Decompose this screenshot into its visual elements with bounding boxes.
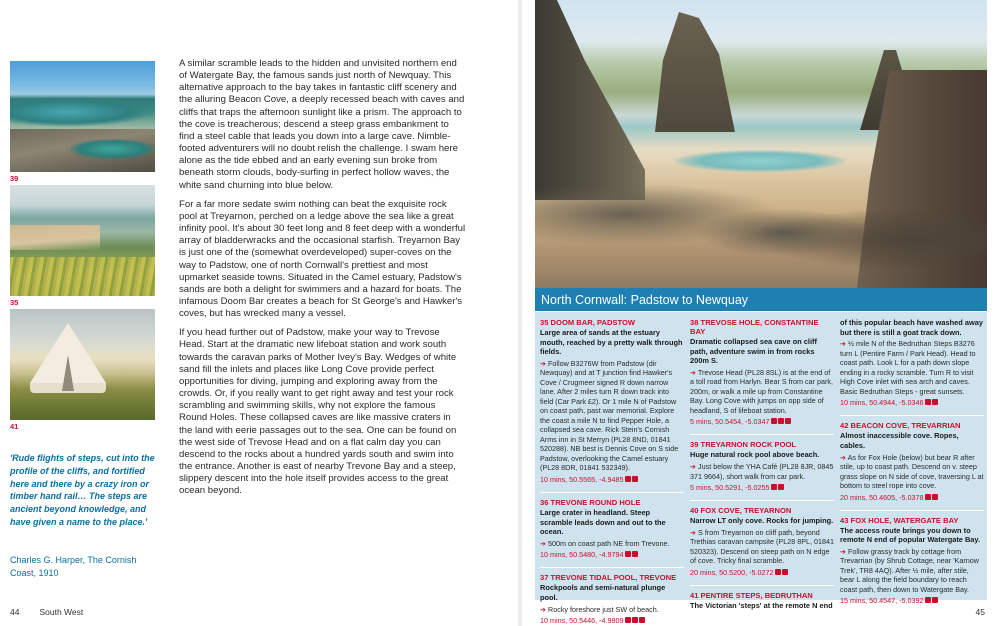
listing-summary: Huge natural rock pool above beach. (690, 450, 820, 460)
listing-heading: 40 FOX COVE, TREYARNON (690, 506, 792, 515)
listing-entry (540, 318, 684, 484)
listing-entry (540, 573, 684, 625)
photo-number: 41 (10, 422, 19, 431)
amenity-icon (632, 551, 638, 557)
arrow-icon: ➔ (690, 367, 698, 377)
listing-meta: 10 mins, 50.4944, -5.0346 (840, 398, 924, 408)
amenity-icon (932, 597, 938, 603)
listing-directions: S from Treyarnon on cliff path, beyond Trethias caravan campsite (PL28 8PL, 01841 520323). Descend on steep path on N edge of cove. Tricky final scramble. (690, 527, 834, 566)
listing-meta: 20 mins, 50.5200, -5.0272 (690, 567, 774, 577)
arrow-icon: ➔ (840, 452, 848, 462)
arrow-icon: ➔ (540, 604, 549, 614)
listing-entry (840, 516, 984, 606)
amenity-icon (778, 484, 784, 490)
listing-entry (690, 318, 834, 426)
listing-entry (840, 318, 984, 407)
listing-directions: Follow grassy track by cottage from Trevarrian (by Shrub Cottage, near 'Karnow Trek', TR8 4AQ). After ½ mile, after stile, bear L along the field boundary to reach coast path, then down to Watergate Bay. (840, 546, 979, 594)
listing-entry (540, 498, 684, 559)
amenity-icon (925, 597, 931, 603)
box-title: North Cornwall: Padstow to Newquay (535, 288, 987, 312)
listing-directions: Trevose Head (PL28 8SL) is at the end of a toll road from Harlyn. Bear S from car park, 200m, or walk a mile up from Constantine Bay. Long Cove with jumps on opp side of headland, S of lifeboat station. (690, 367, 833, 415)
listings-column (690, 318, 834, 618)
listing-directions: Just below the YHA Café (PL28 8JR, 0845 371 9664), short walk from car park. (690, 462, 834, 481)
listing-directions: Follow B3276W from Padstow (dir Newquay) and at T junction find Hawker's Cove / Crugmeer signed R down narrow lane. After 2 miles turn R down track into field (Car Park £2). Or 1 mile N of Padstow on coast path, past war memorial. Explore the coast a mile N to find Pepper Hole, a collapsed sea cave. Rick Stein's Cornish Arms inn in St Merryn (PL28 8ND, 01841 520288). NB best is Dennis Cove on S side Padstow, overlooking the Camel estuary (PL28 8DR, 01841 532349). (540, 358, 679, 473)
arrow-icon: ➔ (690, 462, 699, 471)
listing-meta: 5 mins, 50.5454, -5.0347 (690, 417, 770, 427)
amenity-icon (932, 494, 938, 500)
listing-summary: The Victorian 'steps' at the remote N end (690, 600, 833, 610)
listing-heading: 39 TREYARNON ROCK POOL (690, 440, 797, 450)
listing-meta: 5 mins, 50.5291, -5.0255 (690, 483, 770, 492)
amenity-icon (932, 399, 938, 405)
arrow-icon: ➔ (840, 546, 849, 556)
section-name: South West (39, 607, 84, 617)
photo-number: 39 (10, 174, 19, 183)
listing-meta: 15 mins, 50.4547, -5.0392 (840, 596, 924, 606)
amenity-icon (782, 569, 788, 575)
listing-heading: 37 TREVONE TIDAL POOL, TREVONE (540, 573, 677, 583)
listings-column (840, 318, 984, 613)
amenity-icon (639, 617, 645, 623)
amenity-icon (632, 617, 638, 623)
listing-meta: 10 mins, 50.5480, -4.9794 (540, 550, 624, 560)
pull-quote: 'Rude flights of steps, cut into the profile of the cliffs, and fortified here and there by a crazy iron or timber hand rail… The steps are ancient beyond knowledge, and have given a name to the place.' (10, 453, 155, 527)
amenity-icon (771, 484, 777, 490)
photo-coastal-bay (535, 0, 987, 288)
quote-attribution: Charles G. Harper, The Cornish Coast, 1910 (10, 555, 137, 578)
paragraph: A similar scramble leads to the hidden and unvisited northern end of Watergate Bay, the famous sands just north of Newquay. This alternative approach to the bay takes in fantastic cliff scenery and the alluring Beacon Cove, a deeply recessed beach with caves and cliffs that traps the afternoon sunlight like a prism. The approach to the cove is treacherous; descend a steep grass embankment to find a steel cable that leads you down into a large cave. Nimble-footed adventurers will no doubt relish the challenge. I swam here alone as the tide ebbed and an early evening sun broke from beneath storm clouds, body-surfing in perfect hollow waves, the white sand churning into blue below. (179, 58, 465, 191)
photo-beach-cove (10, 61, 155, 172)
listing-heading: 43 FOX HOLE, WATERGATE BAY (840, 515, 959, 525)
listing-meta: 10 mins, 50.5446, -4.9809 (540, 616, 624, 625)
listing-heading: 35 DOOM BAR, PADSTOW (540, 318, 636, 327)
arrow-icon: ➔ (540, 358, 549, 368)
listing-summary: Narrow LT only cove. Rocks for jumping. (690, 516, 834, 525)
page-number: 44 (10, 607, 20, 617)
amenity-icon (632, 476, 638, 482)
paragraph: For a far more sedate swim nothing can beat the exquisite rock pool at Treyarnon, perched on a ledge above the sea like a great infinity pool. It's about 30 feet long and 8 feet deep with a wonderful array of bladderwracks and the occasional starfish. Treyarnon Bay is just one of the (somewhat overdeveloped) super-coves on the way to Padstow, one of north Cornwall's prettiest and most upmarket seaside towns. Situated in the Camel estuary, Padstow's sands are both a delight for swimmers and a hazard for boats. The infamous Doom Bar creates a beach for St George's and Hawker's coves, but has wrecked many a vessel. (179, 198, 466, 320)
arrow-icon: ➔ (840, 339, 849, 349)
folio-left (10, 607, 83, 617)
amenity-icon (625, 551, 631, 557)
listing-summary: Large crater in headland. Steep scramble leads down and out to the ocean. (540, 507, 666, 537)
listing-directions: As for Fox Hole (below) but bear R after stile, up to coast path. Descend on v. steep grass slope on N side of cove, traversing L at bottom to steel rope into cove. (840, 452, 984, 490)
listing-summary: of this popular beach have washed away but there is still a goat track down. (840, 318, 983, 337)
listing-entry (690, 506, 834, 577)
amenity-icon (925, 399, 931, 405)
listing-heading: 42 BEACON COVE, TREVARRIAN (840, 421, 961, 431)
arrow-icon: ➔ (690, 527, 699, 537)
listing-meta: 10 mins, 50.5565, -4.9485 (540, 474, 624, 484)
page-gutter (517, 0, 523, 626)
amenity-icon (771, 418, 777, 424)
listing-directions: 500m on coast path NE from Trevone. (548, 538, 670, 548)
listing-heading: 41 PENTIRE STEPS, BEDRUTHAN (690, 590, 813, 600)
amenity-icon (778, 418, 784, 424)
amenity-icon (925, 494, 931, 500)
listing-summary: Almost inaccessible cove. Ropes, cables. (840, 431, 959, 450)
amenity-icon (785, 418, 791, 424)
listing-summary: Rockpools and semi-natural plunge pool. (540, 583, 666, 602)
listing-summary: The access route brings you down to remote N end of popular Watergate Bay. (840, 525, 981, 545)
listing-directions: Rocky foreshore just SW of beach. (548, 604, 659, 614)
listings-column (540, 318, 684, 626)
photo-bell-tent (10, 309, 155, 420)
photo-estuary-field (10, 185, 155, 296)
amenity-icon (775, 569, 781, 575)
paragraph: If you head further out of Padstow, make your way to Trevose Head. Start at the dramatic new lifeboat station and work south towards the caravan parks of Mother Ivey's Bay. Wedges of white sand fill the inlets and places like Long Cove provide perfect opportunities for diving, jumping and exploring away from the crowds. Or, if you really want to get right away and test your rock scrambling and swimming skills, why not explore the famous Round Holes. These collapsed caves are like massive craters in the land with eerie passages out to the sea. One can be found on the west side of Trevose Head and on a flat calm day you can descend to the rocks about a hundred yards south and swim into the entrance. Another is east of nearby Trevone Bay and a steep, slippery descent into the hole itself provides access to the great ocean beyond. (179, 327, 457, 497)
body-text (179, 58, 466, 504)
listing-entry (840, 421, 984, 501)
listing-directions: ½ mile N of the Bedruthan Steps B3276 turn L (Pentire Farm / Park Head). Head to coast path. Look L for a path down slope ending in a rocky scramble. Turn R to visit High Cove inlet with sea arch and caves. Basic Bedruthan Steps - great sunsets. (840, 339, 976, 396)
listing-heading: 36 TREVONE ROUND HOLE (540, 497, 641, 507)
listings-box (535, 288, 987, 625)
listing-meta: 20 mins, 50.4605, -5.0378 (840, 492, 924, 502)
listing-heading: 38 TREVOSE HOLE, CONSTANTINE BAY (690, 318, 819, 336)
listing-entry (690, 440, 834, 492)
listing-summary: Dramatic collapsed sea cave on cliff path, adventure swim in from rocks 200m S. (690, 337, 817, 366)
arrow-icon: ➔ (540, 538, 549, 548)
folio-right: 45 (975, 607, 985, 617)
listing-summary: Large area of sands at the estuary mouth, reached by a pretty walk through fields. (540, 328, 683, 357)
listing-entry (690, 591, 834, 611)
photo-number: 35 (10, 298, 19, 307)
amenity-icon (625, 476, 631, 482)
amenity-icon (625, 617, 631, 623)
